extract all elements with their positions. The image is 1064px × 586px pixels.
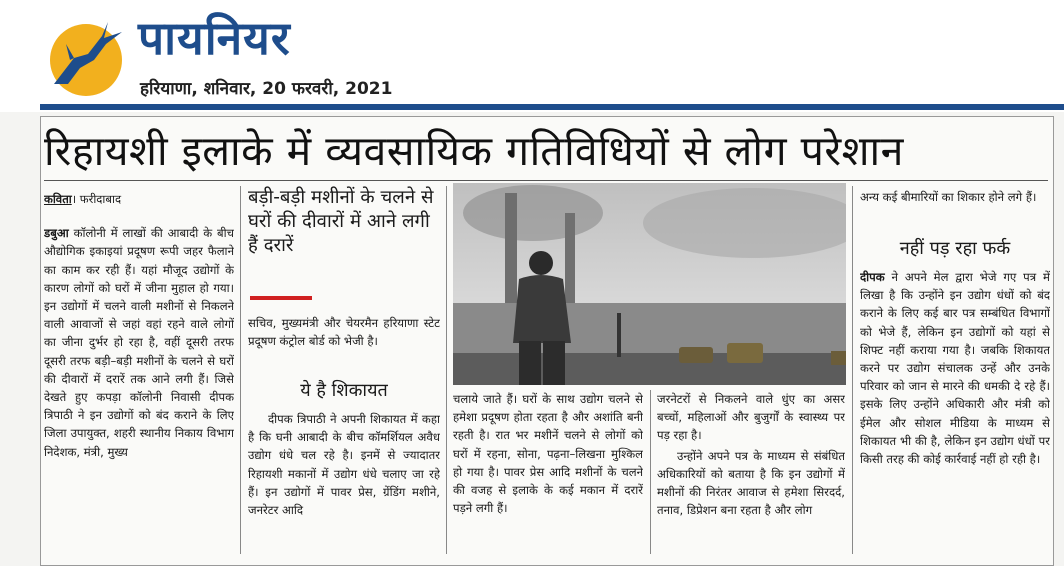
pull-quote-accent	[250, 296, 312, 300]
next-article-edge	[0, 566, 1064, 586]
article-column-2-body: दीपक त्रिपाठी ने अपनी शिकायत में कहा है कि घनी आबादी के बीच कॉमर्शियल अवैध उद्योग धंधे चल रहे है। इनमें से ज्यादातर रिहायशी मकानों में उद्योग धंधे चलाए जा रहे हैं। इन उद्योगों में पावर प्रेस, ग्रेंडिंग मशीने, जनरेटर आदि	[248, 412, 440, 518]
headline-rule	[44, 180, 1048, 181]
byline	[44, 190, 234, 208]
column-divider	[852, 186, 853, 554]
byline-place: । फरीदाबाद	[71, 192, 122, 206]
column-divider	[240, 186, 241, 554]
masthead-rule	[40, 104, 1064, 110]
column-divider	[650, 390, 651, 554]
column-divider	[446, 186, 447, 554]
pull-quote: बड़ी-बड़ी मशीनों के चलने से घरों की दीवारों में आने लगी हैं दरारें	[248, 187, 434, 256]
article-headline: रिहायशी इलाके में व्यवसायिक गतिविधियों से लोग परेशान	[44, 127, 904, 175]
newspaper-name: पायनियर	[138, 11, 291, 65]
lead-word: दीपक	[860, 270, 885, 284]
subheading-complaint: ये है शिकायत	[300, 380, 388, 401]
article-column-5-top: अन्य कई बीमारियों का शिकार होने लगे हैं।	[860, 190, 1037, 204]
article-column-2-top: सचिव, मुख्यमंत्री और चेयरमैन हरियाणा स्टेट प्रदूषण कंट्रोल बोर्ड को भेजी है।	[248, 316, 440, 349]
article-column-5-body: दीपक ने अपने मेल द्वारा भेजे गए पत्र में लिखा है कि उन्होंने इन उद्योग धंधों को बंद कराने के लिए कई बार पत्र सम्बंधित विभागों को भेजे हैं, लेकिन इन उद्योगों को यहां से शिफ्ट नहीं कराया गया है। जबकि शिकायत करने पर उद्योग संचालक उन्हें और उनके परिवार को जान से मारने की धमकी दे रहे हैं। इसके लिए उन्होंने अधिकारी और मंत्री को ईमेल और सोशल मीडिया के माध्यम से शिकायत भी की है, लेकिन इन उद्योग धंधों पर किसी तरह की कोई कार्रवाई नहीं हो रही है।	[860, 270, 1050, 467]
subheading-no-difference: नहीं पड़ रहा फर्क	[899, 238, 1011, 259]
byline-author: कविता	[44, 192, 72, 206]
article-column-1	[44, 190, 234, 554]
lead-word: डबुआ	[44, 226, 69, 241]
article-photo	[453, 183, 846, 385]
article-column-4: जरनेटरों से निकलने वाले धुंए का असर बच्चों, महिलाओं और बुजुर्गों के स्वास्थ्य पर पड़ रहा है। उन्होंने अपने पत्र के माध्यम से संबंधित अधिकारियों को बताया है कि इन उद्योगों में मशीनों की निरंतर आवाज से हमेशा सिरदर्द, तनाव, डिप्रेशन बना रहता है और लोग	[657, 392, 845, 518]
pioneer-logo-icon	[44, 14, 134, 100]
article-column-3: चलाये जाते हैं। घरों के साथ उद्योग चलने से हमेशा प्रदूषण होता रहता है और अशांति बनी रहती है। रात भर मशीनें चलने से लोगों को घरों में रहना, सोना, पढ़ना–लिखना मुश्किल हो गया है। पावर प्रेस आदि मशीनों के चलने की वजह से इलाके के कई मकान में दरारें पड़ने लगी हैं।	[453, 392, 643, 516]
column-1-body: डबुआ कॉलोनी में लाखों की आबादी के बीच औद्योगिक इकाइयां प्रदूषण रूपी जहर फैलाने का काम कर रही हैं। यहां मौजूद उद्योगों के कारण लोगों को घरों में जीना मुहाल हो गया। इन उद्योगों में चलने वाली मशीनों से निकलने वाली आवाजों से जहां वहां रहने वाले लोगों का जीना दुर्भर हो रहा है, वहीं दूसरी तरफ दूसरी तरफ बड़ी–बड़ी मशीनों के चलने से घरों की दीवारों में दरारें तक आने लगी हैं। जिसे देखते हुए कपड़ा कॉलोनी निवासी दीपक त्रिपाठी ने इन उद्योगों को बंद कराने के लिए जिला उपायुक्त, शहरी स्थानीय निकाय विभाग निदेशक, मंत्री, मुख्य	[44, 226, 234, 459]
dateline: हरियाणा, शनिवार, 20 फरवरी, 2021	[140, 79, 393, 99]
masthead	[0, 0, 1064, 112]
